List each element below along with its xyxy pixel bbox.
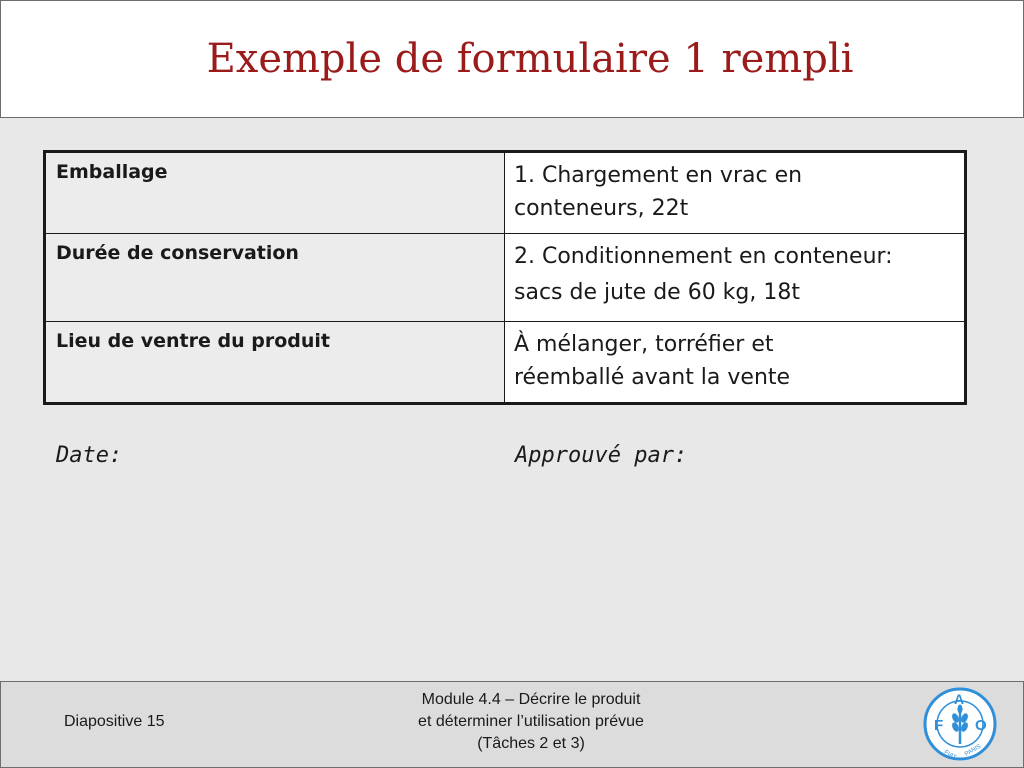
table-row xyxy=(45,152,966,234)
slide-header xyxy=(0,0,1024,118)
field-value-line: 1. Chargement en vrac en xyxy=(514,163,803,188)
field-value-line: 2. Conditionnement en conteneur: xyxy=(514,244,893,269)
field-label-point-of-sale: Lieu de ventre du produit xyxy=(45,322,505,404)
form-table xyxy=(43,150,967,405)
field-value-line: réemballé avant la vente xyxy=(514,365,791,390)
svg-text:O: O xyxy=(975,717,987,734)
slide-number: Diapositive 15 xyxy=(64,713,165,730)
field-value-shelf-life xyxy=(505,234,966,322)
module-caption xyxy=(371,689,691,755)
field-value-point-of-sale xyxy=(505,322,966,404)
module-caption-line: (Tâches 2 et 3) xyxy=(477,735,585,752)
module-caption-line: Module 4.4 – Décrire le produit xyxy=(421,691,641,708)
approved-by-label: Approuvé par: xyxy=(515,443,688,468)
field-value-packaging xyxy=(505,152,966,234)
svg-text:PANIS: PANIS xyxy=(964,743,983,758)
svg-text:A: A xyxy=(954,691,965,707)
slide-title: Exemple de formulaire 1 rempli xyxy=(206,36,854,82)
table-row xyxy=(45,234,966,322)
field-value-line: conteneurs, 22t xyxy=(514,196,689,221)
field-value-line: À mélanger, torréfier et xyxy=(514,332,774,357)
date-label: Date: xyxy=(56,443,123,468)
field-label-packaging: Emballage xyxy=(45,152,505,234)
svg-text:FIAT: FIAT xyxy=(943,749,957,762)
module-caption-line: et déterminer l’utilisation prévue xyxy=(418,713,644,730)
field-value-line: sacs de jute de 60 kg, 18t xyxy=(514,280,800,305)
svg-text:F: F xyxy=(934,717,944,734)
table-row xyxy=(45,322,966,404)
field-label-shelf-life: Durée de conservation xyxy=(45,234,505,322)
fao-logo-icon xyxy=(922,686,998,762)
slide-footer xyxy=(0,681,1024,768)
